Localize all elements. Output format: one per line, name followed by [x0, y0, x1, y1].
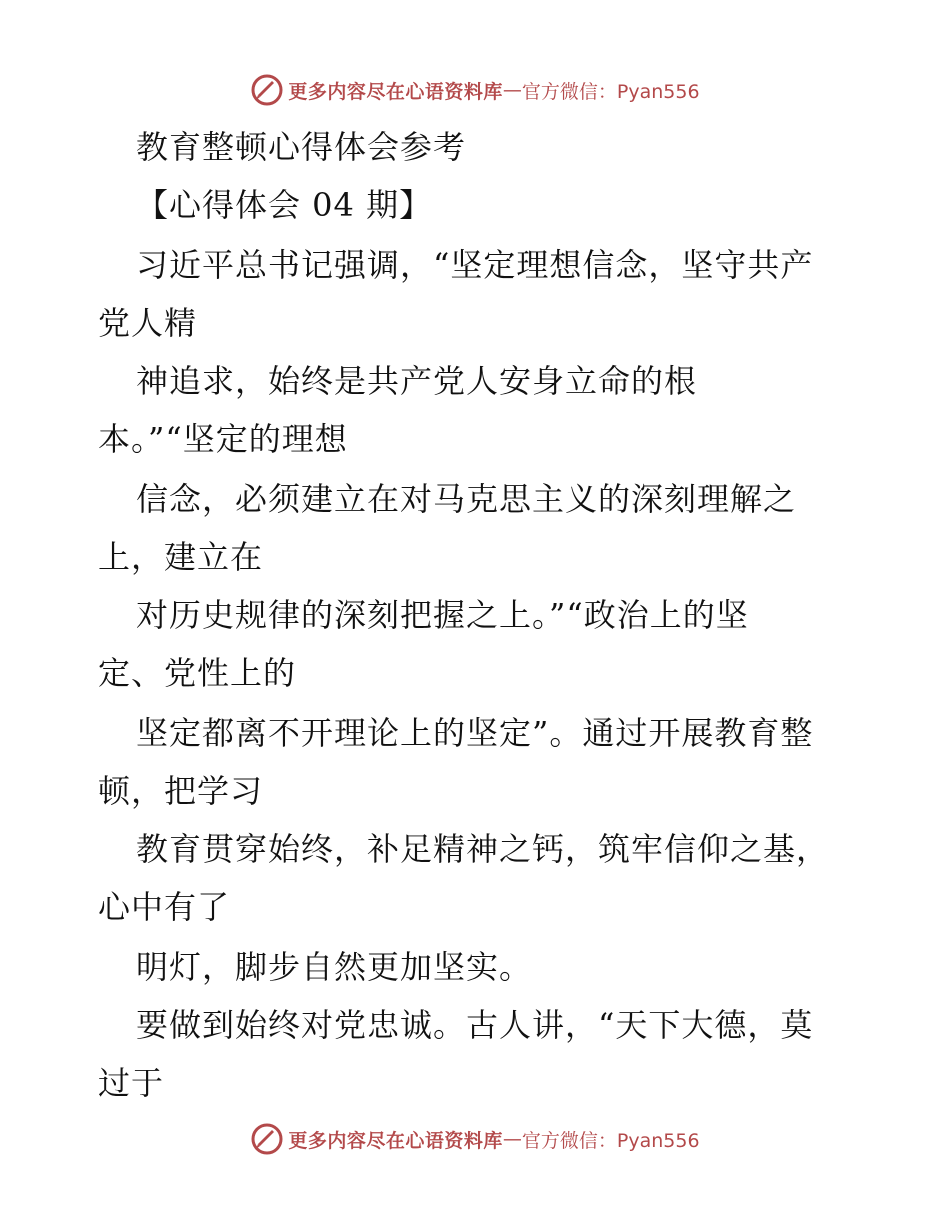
paragraph-line: 神追求，始终是共产党人安身立命的根 [136, 362, 698, 400]
paragraph-line: 教育贯穿始终，补足精神之钙，筑牢信仰之基， [136, 830, 830, 868]
paragraph-line: 坚定都离不开理论上的坚定”。通过开展教育整 [136, 714, 814, 752]
paragraph-line: 本。”“坚定的理想 [98, 420, 348, 458]
paragraph-line: 明灯，脚步自然更加坚实。 [136, 948, 533, 986]
footer-watermark [0, 1119, 950, 1159]
watermark-dash: — [502, 1128, 522, 1150]
header-watermark [0, 70, 950, 110]
paragraph-line: 信念，必须建立在对马克思主义的深刻理解之 [136, 480, 797, 518]
document-title: 教育整顿心得体会参考 [136, 128, 467, 166]
paragraph-line: 过于 [98, 1064, 165, 1102]
quill-logo-icon [250, 1122, 284, 1156]
watermark-wechat-text: 官方微信：Pyan556 [521, 1129, 700, 1152]
document-subtitle: 【心得体会 04 期】 [136, 186, 433, 224]
watermark-wechat-text: 官方微信：Pyan556 [521, 80, 700, 103]
paragraph-line: 上，建立在 [98, 538, 264, 576]
paragraph-line: 心中有了 [98, 888, 231, 926]
paragraph-line: 习近平总书记强调，“坚定理想信念，坚守共产 [136, 246, 814, 284]
watermark-dash: — [502, 79, 522, 101]
paragraph-line: 定、党性上的 [98, 654, 297, 692]
watermark-site-text: 更多内容尽在心语资料库 [288, 80, 503, 103]
paragraph-line: 顿，把学习 [98, 772, 264, 810]
paragraph-line: 要做到始终对党忠诚。古人讲，“天下大德，莫 [136, 1006, 814, 1044]
watermark-site-text: 更多内容尽在心语资料库 [288, 1129, 503, 1152]
quill-logo-icon [250, 73, 284, 107]
paragraph-line: 对历史规律的深刻把握之上。”“政治上的坚 [136, 596, 749, 634]
paragraph-line: 党人精 [98, 304, 198, 342]
